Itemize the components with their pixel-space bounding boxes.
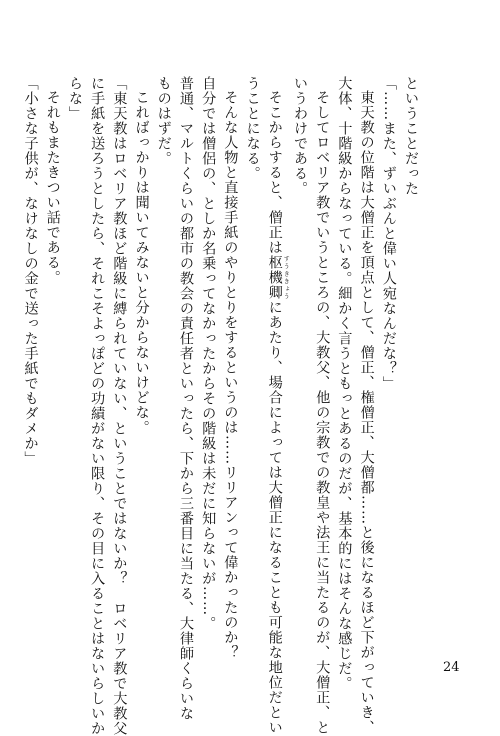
text-line: そんな人物と直接手紙のやりとりをするというのは……リリアンって偉かったのか？	[222, 90, 239, 661]
dialogue-line: 「……また、ずいぶんと偉い人宛なんだな？」	[380, 76, 397, 391]
text-line: うことになる。	[244, 76, 261, 181]
text-line: 自分では僧侶の、としか名乗ってなかったからその階級は未だに知らないが……。	[200, 76, 217, 631]
text-line: ということだった	[403, 76, 419, 196]
text-line: ものはずだ。	[155, 76, 172, 166]
dialogue-line: 「東天教はロベリア教ほど階級に縛られていない、ということではないか？ ロベリア教で大教父	[111, 76, 128, 736]
dialogue-line: 「小さな子供が、なけなしの金で送った手紙でもダメか」	[22, 76, 39, 466]
text-line: いうわけである。	[291, 76, 308, 196]
text-line: 普通、マルトくらいの都市の教会の責任者といったら、下から三番目に当たる、大律師くらいな	[177, 76, 194, 721]
ruby-annotation: 枢機卿 すうききょう	[266, 255, 290, 301]
text-line: こればっかりは聞いてみないと分からないけどな。	[133, 90, 150, 436]
text-line: そしてロベリア教でいうところの、大教父、他の宗教での教皇や法王に当たるのが、大僧正、と	[314, 90, 331, 736]
text-line: 東天教の位階は大僧正を頂点として、僧正、権僧正、大僧都……と後になるほど下がっていき、	[358, 90, 375, 736]
text-line: 大体、十階級からなっている。細かく言うともっとあるのだが、基本的にはそんな感じだ。	[336, 76, 353, 691]
dialogue-line: に手紙を送ろうとしたら、それこそよっぽどの功績がない限り、その目に入ることはないらしいか	[89, 76, 106, 736]
vertical-text-body	[19, 76, 422, 736]
dialogue-line: らな」	[66, 76, 83, 121]
text-line: それもまたきつい話である。	[44, 90, 61, 286]
text-line-with-ruby: そこからすると、僧正は枢機卿 すうききょうにあたり、場合によっては大僧正になることも可能な地位だとい	[266, 90, 290, 736]
page-number: 24	[443, 660, 460, 675]
